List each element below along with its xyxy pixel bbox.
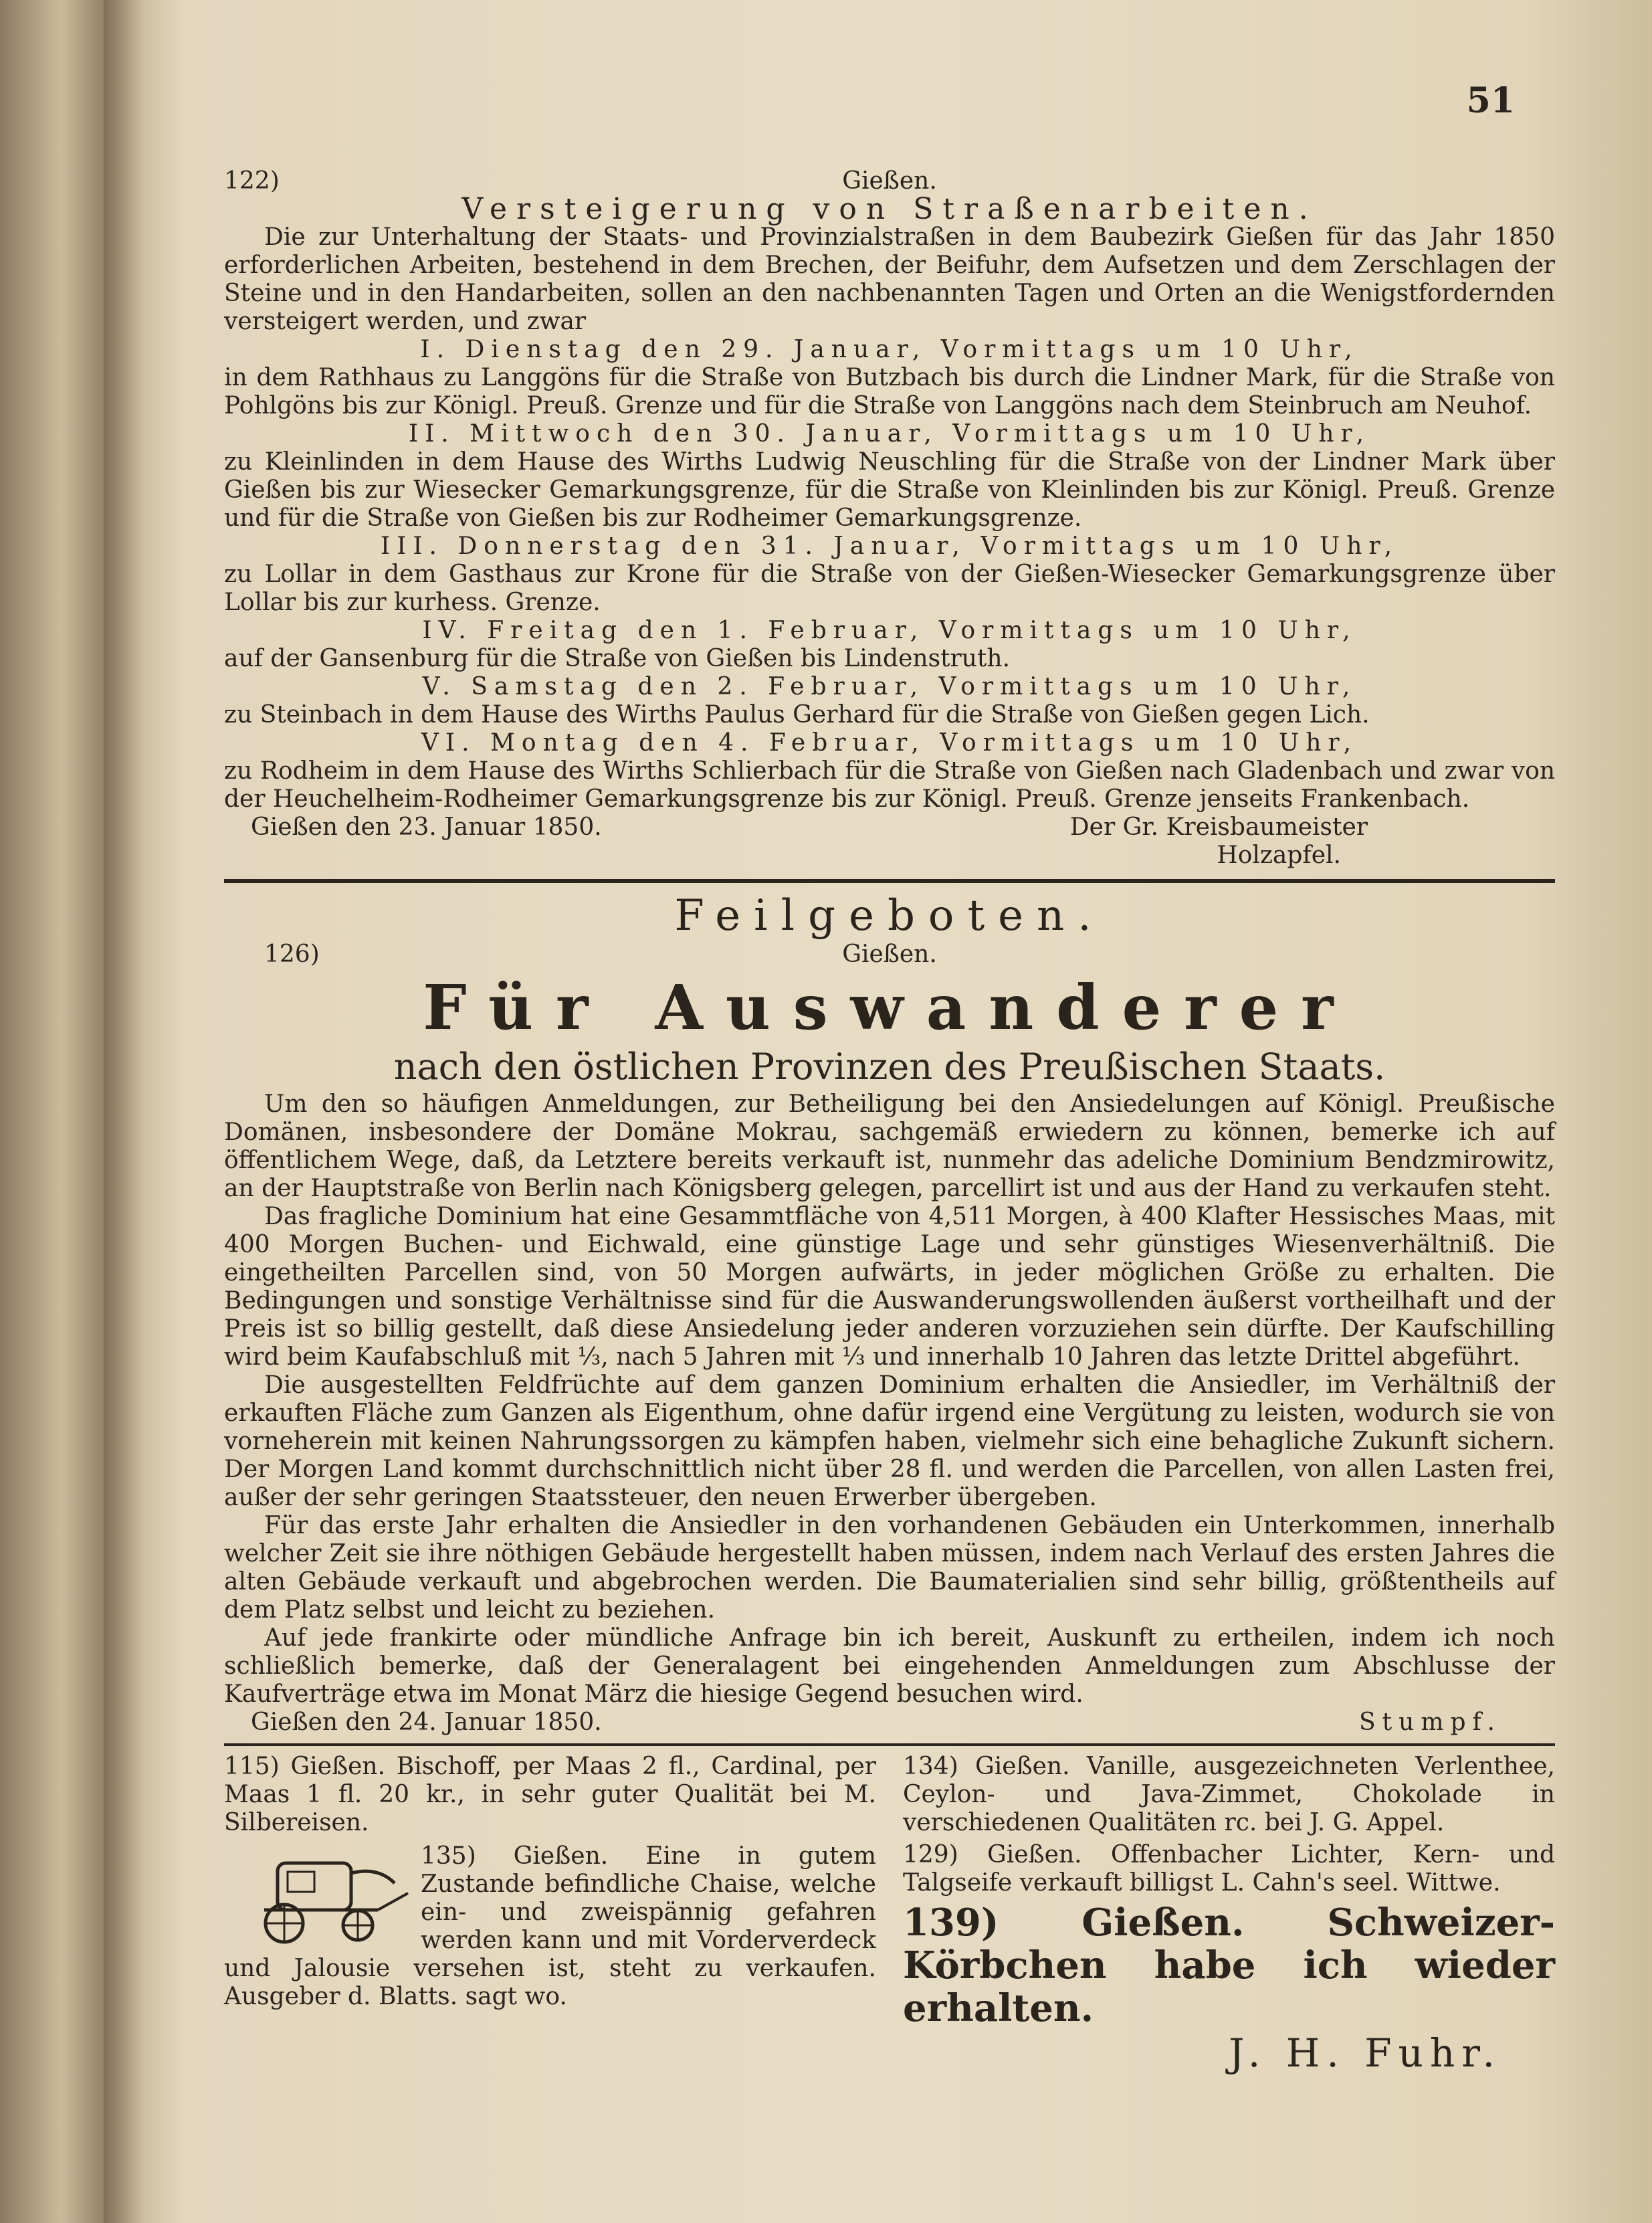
horse-carriage-icon	[224, 1846, 411, 1947]
notice-intro: Die zur Unterhaltung der Staats- und Provinzialstraßen in dem Baubezirk Gießen für das Jahr 1850 erforderlichen Arbeiten, bestehend in dem Brechen, der Beifuhr, dem Aufsetzen und dem Zerschlagen der Steine und in den Handarbeiten, sollen an den nachbenannten Tagen und Orten an die Wenigstfordernden versteigert werden, und zwar	[224, 223, 1555, 335]
notice-title: Versteigerung von Straßenarbeiten.	[461, 192, 1318, 226]
item-heading: I. Dienstag den 29. Januar, Vormittags um 10 Uhr,	[420, 336, 1359, 363]
notice-number: 126)	[264, 941, 320, 968]
signer-name: Stumpf.	[1359, 1709, 1502, 1736]
notice-paragraph: Für das erste Jahr erhalten die Ansiedler in den vorhandenen Gebäuden ein Unterkommen, innerhalb welcher Zeit sie ihre nöthigen Gebäude hergestellt haben müssen, indem nach Verlauf des ersten Jahres die alten Gebäude verkauft und abgebrochen werden. Die Baumaterialien sind sehr billig, größtentheils auf dem Platz selbst und leicht zu beziehen.	[224, 1512, 1555, 1624]
item-heading: III. Donnerstag den 31. Januar, Vormittags um 10 Uhr,	[380, 533, 1399, 560]
date-signature-row	[224, 1709, 1555, 1737]
page-content	[224, 80, 1555, 2076]
ad-135-text: 135) Gießen. Eine in gutem Zustande befindliche Chaise, welche ein- und zweispännig gefahren werden kann und mit Vorderverdeck und Jalousie versehen ist, steht zu verkaufen. Ausgeber d. Blatts. sagt wo.	[224, 1842, 876, 2010]
page-number: 51	[1466, 80, 1515, 121]
notice-number: 122)	[224, 167, 280, 195]
item-heading: II. Mittwoch den 30. Januar, Vormittags um 10 Uhr,	[408, 420, 1371, 448]
item-text: zu Lollar in dem Gasthaus zur Krone für die Straße von der Gießen-Wiesecker Gemarkungsgrenze über Lollar bis zur kurhess. Grenze.	[224, 561, 1555, 616]
item-text: zu Steinbach in dem Hause des Wirths Paulus Gerhard für die Straße von Gießen gegen Lich.	[224, 701, 1370, 729]
ads-column-left	[224, 1753, 876, 2076]
notice-paragraph: Auf jede frankirte oder mündliche Anfrage bin ich bereit, Auskunft zu ertheilen, indem ich noch schließlich bemerke, daß der Generalagent bei eingehenden Anmeldungen zum Abschlusse der Kaufverträge etwa im Monat März die hiesige Gegend besuchen wird.	[224, 1624, 1555, 1708]
notice-place: Gießen.	[842, 167, 937, 195]
item-text: auf der Gansenburg für die Straße von Gießen bis Lindenstruth.	[224, 645, 1011, 672]
ads-column-right	[903, 1753, 1555, 2076]
ad-115: 115) Gießen. Bischoff, per Maas 2 fl., Cardinal, per Maas 1 fl. 20 kr., in sehr guter Qualität bei M. Silbereisen.	[224, 1753, 876, 1836]
newspaper-page	[104, 0, 1652, 2223]
notice-date: Gießen den 24. Januar 1850.	[251, 1709, 602, 1736]
gutter-shadow	[104, 0, 144, 2223]
ad-139: 139) Gießen. Schweizer-Körbchen habe ich wieder erhalten.	[903, 1901, 1555, 2030]
signer-name: Holzapfel.	[1217, 842, 1341, 869]
item-text: zu Kleinlinden in dem Hause des Wirths Ludwig Neuschling für die Straße von der Lindner Mark über Gießen bis zur Wiesecker Gemarkungsgrenze, für die Straße von Kleinlinden bis zur Königl. Preuß. Grenze und für die Straße von Gießen bis zur Rodheimer Gemarkungsgrenze.	[224, 448, 1555, 532]
notice-paragraph: Die ausgestellten Feldfrüchte auf dem ganzen Dominium erhalten die Ansiedler, im Verhältniß der erkauften Fläche zum Ganzen als Eigenthum, ohne dafür irgend eine Vergütung zu leisten, wodurch sie von vorneherein mit keinen Nahrungssorgen zu kämpfen haben, vielmehr sich eine behagliche Zukunft sichern. Der Morgen Land kommt durchschnittlich nicht über 28 fl. und werden die Parcellen, von allen Lasten frei, außer der sehr geringen Staatssteuer, den neuen Erwerber übergeben.	[224, 1371, 1555, 1511]
notice-126	[224, 941, 1555, 1737]
section-rule	[224, 879, 1555, 883]
item-text: zu Rodheim in dem Hause des Wirths Schlierbach für die Straße von Gießen nach Gladenbach und zwar von der Heuchelheim-Rodheimer Gemarkungsgrenze bis zur Königl. Preuß. Grenze jenseits Frankenbach.	[224, 757, 1555, 813]
notice-paragraph: Das fragliche Dominium hat eine Gesammtfläche von 4,511 Morgen, à 400 Klafter Hessisches Maas, mit 400 Morgen Buchen- und Eichwald, eine günstige Lage und sehr günstiges Wiesenverhältniß. Die eingetheilten Parcellen sind, von 50 Morgen aufwärts, in jeder möglichen Größe zu erhalten. Die Bedingungen und sonstige Verhältnisse sind für die Auswanderungswollenden äußerst vortheilhaft und der Preis ist so billig gestellt, daß diese Ansiedelung jeder anderen vorzuziehen sein dürfte. Der Kaufschilling wird beim Kaufabschluß mit ⅓, nach 5 Jahren mit ⅓ und innerhalb 10 Jahren das letzte Drittel abgeführt.	[224, 1203, 1555, 1371]
ad-139-signer: J. H. Fuhr.	[1229, 2030, 1502, 2076]
item-heading: V. Samstag den 2. Februar, Vormittags um 10 Uhr,	[422, 673, 1357, 700]
date-signature-row	[224, 813, 1555, 842]
item-text: in dem Rathhaus zu Langgöns für die Straße von Butzbach bis durch die Lindner Mark, für die Straße von Pohlgöns bis zur Königl. Preuß. Grenze und für die Straße von Langgöns nach dem Steinbruch am Neuhof.	[224, 364, 1555, 419]
notice-subtitle: nach den östlichen Provinzen des Preußischen Staats.	[393, 1046, 1386, 1088]
signer-title: Der Gr. Kreisbaumeister	[1069, 813, 1368, 841]
previous-page-edge	[0, 0, 110, 2223]
ad-134: 134) Gießen. Vanille, ausgezeichneten Verlenthee, Ceylon- und Java-Zimmet, Chokolade in verschiedenen Qualitäten rc. bei J. G. Appel.	[903, 1753, 1555, 1836]
notice-headline: Für Auswanderer	[423, 971, 1356, 1044]
item-heading: IV. Freitag den 1. Februar, Vormittags um 10 Uhr,	[422, 617, 1357, 644]
notice-date: Gießen den 23. Januar 1850.	[251, 813, 602, 841]
notice-paragraph: Um den so häufigen Anmeldungen, zur Betheiligung bei den Ansiedelungen auf Königl. Preußische Domänen, insbesondere der Domäne Mokrau, sachgemäß erwiedern zu können, bemerke ich auf öffentlichem Wege, daß, da Letztere bereits verkauft ist, nunmehr das adeliche Dominium Bendzmirowitz, an der Hauptstraße von Berlin nach Königsberg gelegen, parcellirt ist und aus der Hand zu verkaufen steht.	[224, 1090, 1555, 1202]
notice-122	[224, 167, 1555, 870]
section-title: Feilgeboten.	[674, 891, 1105, 941]
ad-135	[224, 1842, 876, 2011]
ad-129: 129) Gießen. Offenbacher Lichter, Kern- und Talgseife verkauft billigst L. Cahn's seel. Wittwe.	[903, 1841, 1555, 1897]
small-ads	[224, 1753, 1555, 2076]
section-rule	[224, 1743, 1555, 1746]
notice-place: Gießen.	[842, 941, 937, 968]
item-heading: VI. Montag den 4. Februar, Vormittags um 10 Uhr,	[421, 729, 1358, 757]
